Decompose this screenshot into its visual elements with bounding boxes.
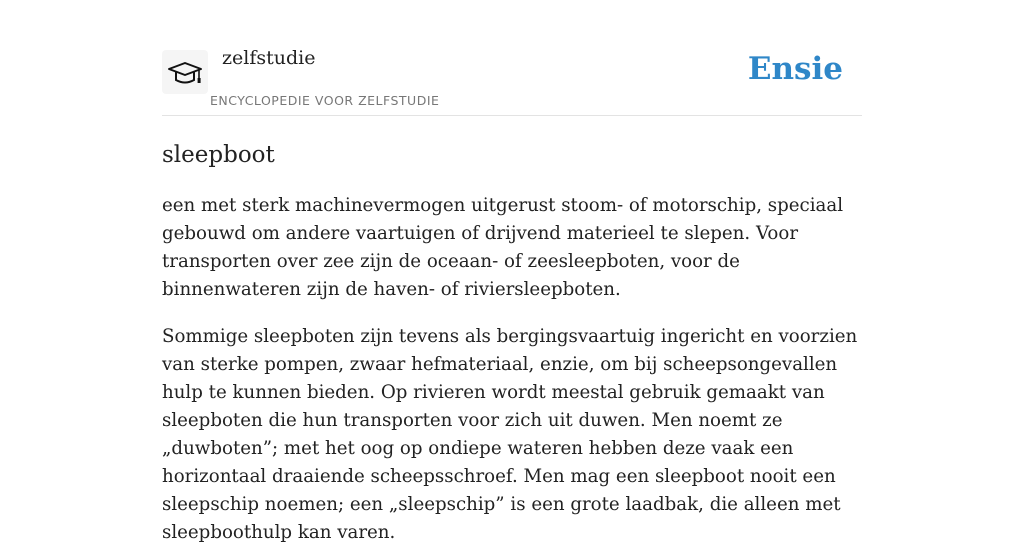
site-name[interactable]: zelfstudie <box>222 47 316 69</box>
site-tagline: ENCYCLOPEDIE VOOR ZELFSTUDIE <box>210 93 440 108</box>
content-container <box>162 0 862 543</box>
ensie-brand-link[interactable]: Ensie <box>747 51 843 87</box>
site-logo[interactable] <box>162 50 208 94</box>
article-paragraph-2: Sommige sleepboten zijn tevens als bergingsvaartuig ingericht en voorzien van sterke pompen, zwaar hefmateriaal, enzie, om bij scheepsongevallen hulp te kunnen bieden. Op rivieren wordt meestal gebruik gemaakt van sleepboten die hun transporten voor zich uit duwen. Men noemt ze „duwboten”; met het oog op ondiepe wateren hebben deze vaak een horizontaal draaiende scheepsschroef. Men mag een sleepboot nooit een sleepschip noemen; een „sleepschip” is een grote laadbak, die alleen met sleepboothulp kan varen. <box>162 326 858 543</box>
site-header <box>162 0 862 116</box>
article-title: sleepboot <box>162 142 275 168</box>
article-paragraph-1: een met sterk machinevermogen uitgerust stoom- of motorschip, speciaal gebouwd om andere vaartuigen of drijvend materieel te slepen. Voor transporten over zee zijn de oceaan- of zeesleepboten, voor de binnenwateren zijn de haven- of riviersleepboten. <box>162 195 844 300</box>
graduation-cap-icon <box>167 56 203 88</box>
